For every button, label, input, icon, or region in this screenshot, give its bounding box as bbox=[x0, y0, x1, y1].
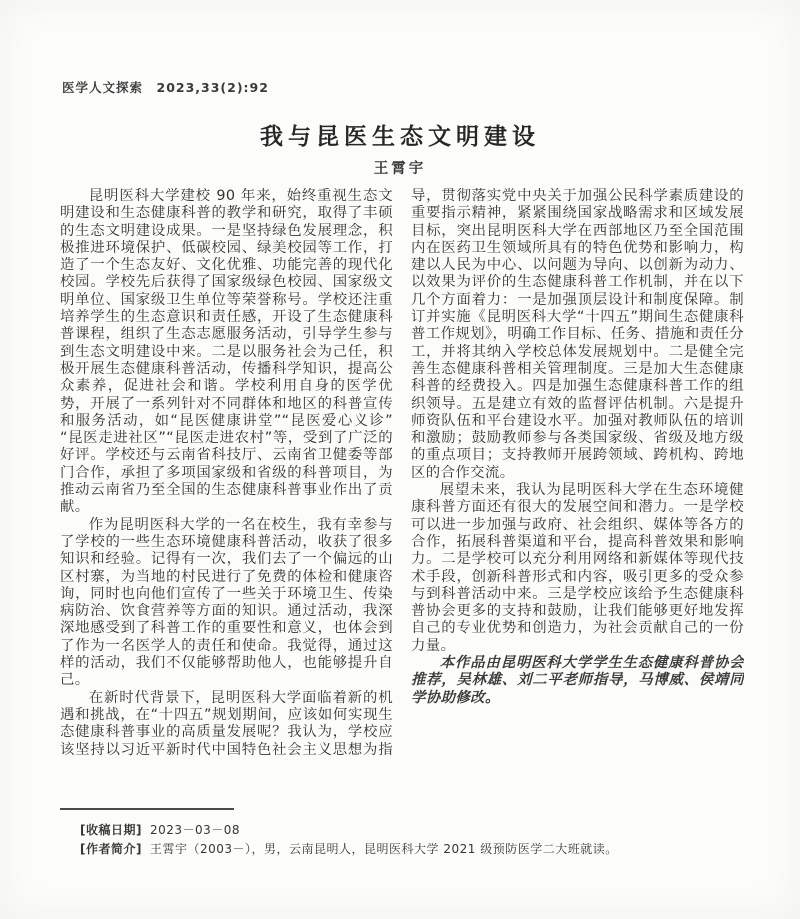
author-bio-value: 王霄宇（2003－），男，云南昆明人，昆明医科大学 2021 级预防医学二大班就读。 bbox=[149, 842, 618, 856]
paragraph-2: 作为昆明医科大学的一名在校生，我有幸参与了学校的一些生态环境健康科普活动，收获了很多知识和经验。记得有一次，我们去了一个偏远的山区村寨，为当地的村民进行了免费的体检和健康咨询，同时也向他们宣传了一些关于环境卫生、传染病防治、饮食营养等方面的知识。通过活动，我深深地感受到了科普工作的重要性和意义，也体会到了作为一名医学人的责任和使命。我觉得，通过这样的活动，我们不仅能够帮助他人，也能够提升自己。 bbox=[60, 516, 393, 689]
paragraph-1: 昆明医科大学建校 90 年来，始终重视生态文明建设和生态健康科普的教学和研究，取得了丰硕的生态文明建设成果。一是坚持绿色发展理念，积极推进环境保护、低碳校园、绿美校园等工作，打造了一个生态友好、文化优雅、功能完善的现代化校园。学校先后获得了国家级绿色校园、国家级文明单位、国家级卫生单位等荣誉称号。学校还注重培养学生的生态意识和责任感，开设了生态健康科普课程，组织了生态志愿服务活动，引导学生参与到生态文明建设中来。二是以服务社会为己任，积极开展生态健康科普活动，传播科学知识，提高公众素养，促进社会和谐。学校利用自身的医学优势，开展了一系列针对不同群体和地区的科普宣传和服务活动，如“昆医健康讲堂”“昆医爱心义诊”“昆医走进社区”“昆医走进农村”等，受到了广泛的好评。学校还与云南省科技厅、云南省卫健委等部门合作，承担了多项国家级和省级的科普项目，为推动云南省乃至全国的生态健康科普事业作出了贡献。 bbox=[60, 188, 393, 516]
article-title: 我与昆医生态文明建设 bbox=[260, 124, 540, 150]
author-bio-line bbox=[60, 841, 744, 858]
footnote-divider bbox=[60, 808, 234, 810]
article-author: 王霄宇 bbox=[373, 161, 427, 177]
received-date-value: 2023－03－08 bbox=[149, 823, 241, 837]
journal-citation-header: 医学人文探索 2023,33(2):92 bbox=[62, 80, 269, 95]
acknowledgement-note: 本作品由昆明医科大学学生生态健康科普协会推荐，吴林雄、刘二平老师指导，马博威、侯靖同学协助修改。 bbox=[411, 655, 744, 706]
received-date-line bbox=[60, 822, 744, 839]
article-body bbox=[60, 188, 744, 766]
received-date-label: [收稿日期] bbox=[80, 823, 142, 837]
paragraph-4: 展望未来，我认为昆明医科大学在生态环境健康科普方面还有很大的发展空间和潜力。一是学校可以进一步加强与政府、社会组织、媒体等各方的合作，拓展科普渠道和平台，提高科普效果和影响力。二是学校可以充分利用网络和新媒体等现代技术手段，创新科普形式和内容，吸引更多的受众参与到科普活动中来。三是学校应该给予生态健康科普协会更多的支持和鼓励，让我们能够更好地发挥自己的专业优势和创造力，为社会贡献自己的一份力量。 bbox=[411, 482, 744, 654]
paragraph-3: 在新时代背景下，昆明医科大学面临着新的机遇和挑战，在“十四五”规划期间，应该如何实现生态健康科普事业的高质量发展呢？我认为，学校应该坚持以习近平新时代中国特色社会主义思想为指导，贯彻落实党中央关于加强公民科学素质建设的重要指示精神，紧紧围绕国家战略需求和区域发展目标，突出昆明医科大学在西部地区乃至全国范围内在医药卫生领域所具有的特色优势和影响力，构建以人民为中心、以问题为导向、以创新为动力、以效果为评价的生态健康科普工作机制，并在以下几个方面着力：一是加强顶层设计和制度保障。制订并实施《昆明医科大学“十四五”期间生态健康科普工作规划》，明确工作目标、任务、措施和责任分工，并将其纳入学校总体发展规划中。二是健全完善生态健康科普相关管理制度。三是加大生态健康科普的经费投入。四是加强生态健康科普工作的组织领导。五是建立有效的监督评估机制。六是提升师资队伍和平台建设水平。加强对教师队伍的培训和激励；鼓励教师参与各类国家级、省级及地方级的重点项目；支持教师开展跨领域、跨机构、跨地区的合作交流。 bbox=[60, 188, 744, 758]
footnote-section bbox=[60, 808, 744, 860]
author-bio-label: [作者简介] bbox=[80, 842, 142, 856]
